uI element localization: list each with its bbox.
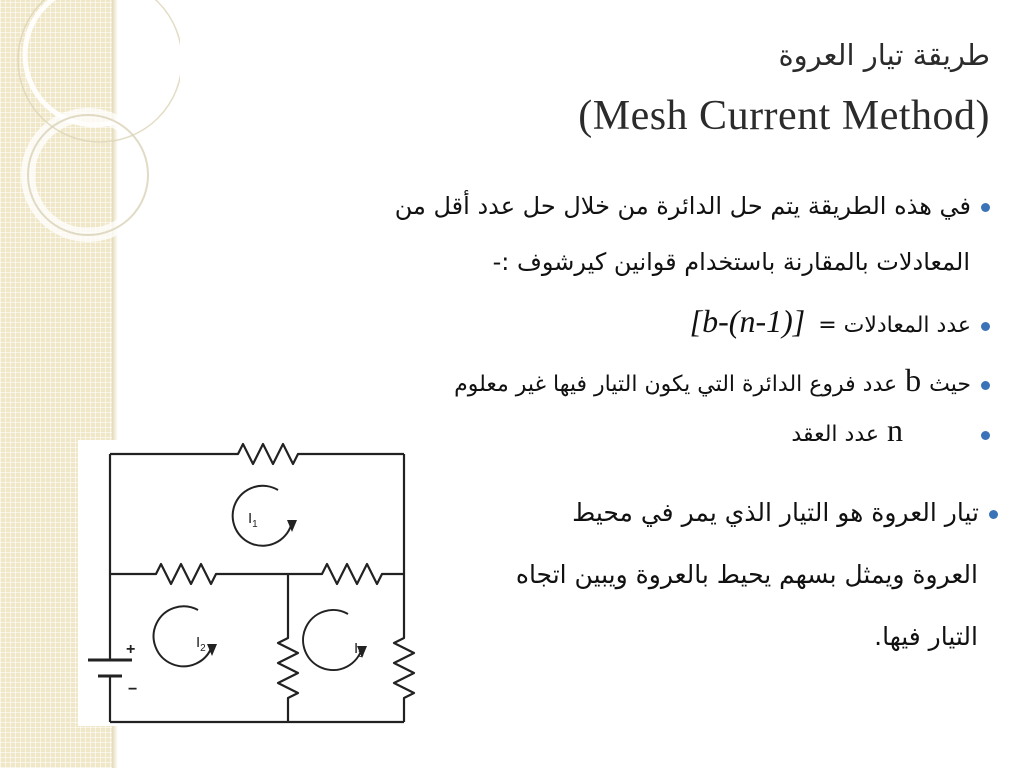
mesh-circuit-diagram	[78, 440, 416, 726]
equation-count-label: عدد المعادلات =	[818, 313, 971, 338]
bullet-mesh-current-definition	[418, 482, 998, 668]
mesh-2-arrow	[154, 606, 212, 666]
title-english: (Mesh Current Method)	[578, 93, 990, 139]
decorative-rings	[0, 0, 180, 260]
nodes-text: عدد العقد	[791, 422, 879, 447]
mesh-line-1: تيار العروة هو التيار الذي يمر في محيط	[572, 498, 979, 527]
middle-left-resistor	[110, 564, 288, 584]
mesh-line-3: التيار فيها.	[874, 622, 978, 651]
bullet-dot	[981, 322, 990, 331]
branches-text: عدد فروع الدائرة التي يكون التيار فيها غير معلوم	[454, 372, 898, 397]
source-plus-sign: +	[126, 641, 136, 658]
mesh-1-label: $I_1$	[248, 510, 258, 530]
branches-prefix: حيث	[929, 372, 971, 397]
mesh-line-2: العروة ويمثل بسهم يحيط بالعروة ويبين اتجاه	[515, 560, 978, 589]
mesh-3-label: $I_3$	[354, 640, 364, 660]
right-vertical-resistor	[394, 574, 414, 722]
bullet-dot	[981, 381, 990, 390]
source-minus-sign: −	[128, 681, 138, 698]
center-vertical-resistor	[278, 574, 298, 722]
bullet-dot	[989, 510, 998, 519]
nodes-variable: n	[887, 412, 903, 448]
bullet-nodes-definition	[791, 412, 990, 449]
top-resistor	[110, 444, 404, 464]
mesh-2-label: $I_2$	[196, 634, 206, 654]
bullet-method-description	[160, 178, 990, 290]
equation-count-formula: [b-(n-1)]	[689, 303, 806, 339]
bullet-equation-count	[690, 303, 990, 340]
mesh-1-arrow	[233, 486, 292, 546]
title-arabic: طريقة تيار العروة	[778, 38, 990, 72]
bullet-line-1: في هذه الطريقة يتم حل الدائرة من خلال حل عدد أقل من	[394, 192, 971, 220]
middle-right-resistor	[288, 564, 404, 584]
branches-variable: b	[905, 362, 922, 398]
bullet-branches-definition	[454, 362, 990, 399]
bullet-line-2: المعادلات بالمقارنة باستخدام قوانين كيرشوف :-	[492, 248, 970, 276]
bullet-dot	[981, 203, 990, 212]
bullet-dot	[981, 431, 990, 440]
